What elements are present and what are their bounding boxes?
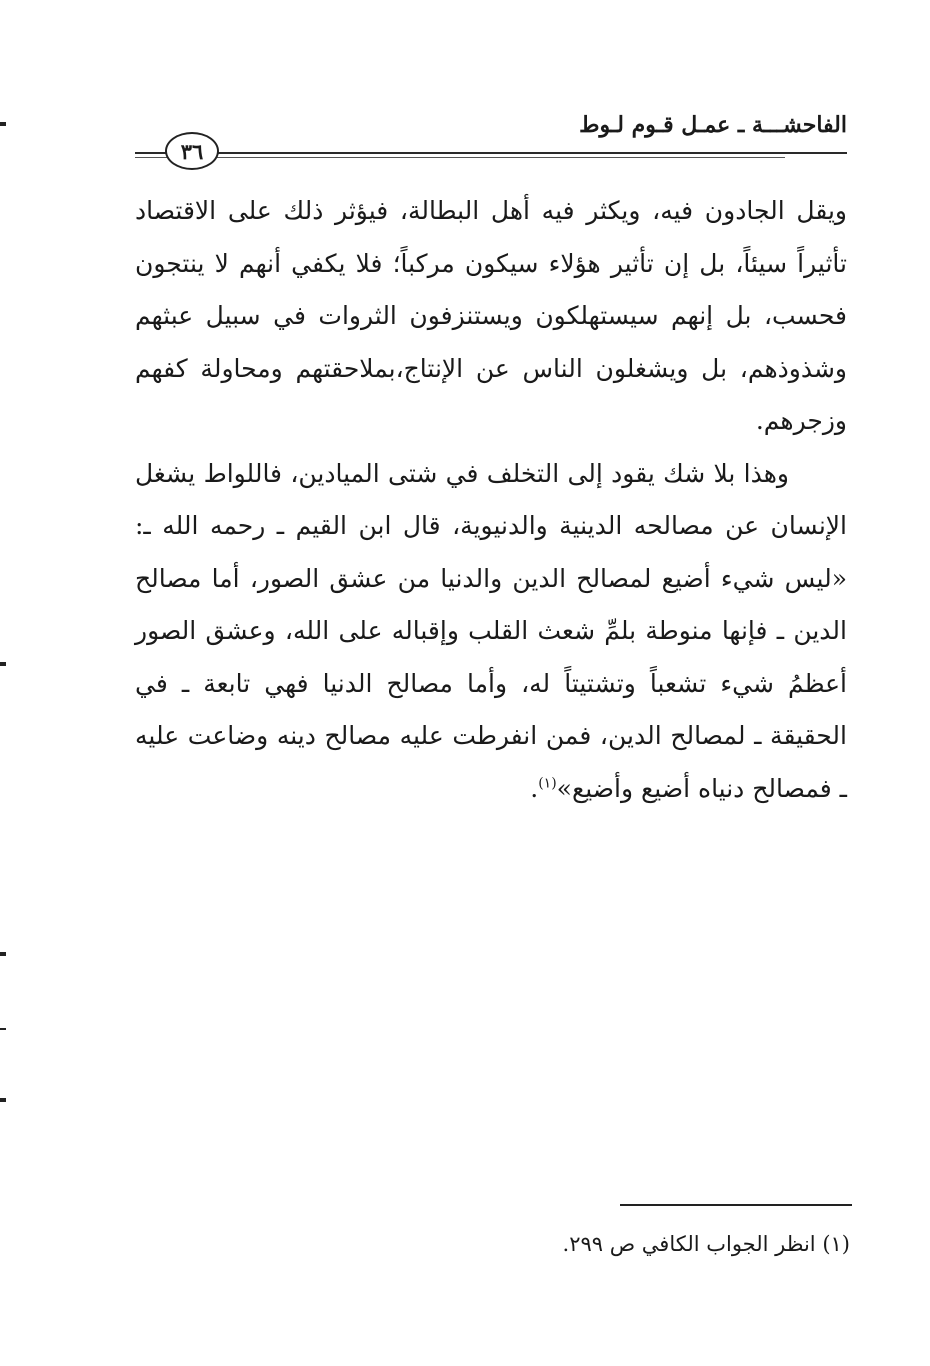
footnote: (١) انظر الجواب الكافي ص ٢٩٩.	[562, 1232, 850, 1256]
header-rule-thin	[135, 157, 785, 158]
page-number-text: ٣٦	[180, 138, 204, 164]
paragraph-2-text: وهذا بلا شك يقود إلى التخلف في شتى الميادين، فاللواط يشغل الإنسان عن مصالحه الدينية والدنيوية، قال ابن القيم ـ رحمه الله ـ: «ليس شيء أضيع لمصالح الدين والدنيا من عشق الصور، أما مصالح الدين ـ فإنها منوطة بلمِّ شعث القلب وإقباله على الله، وعشق الصور أعظمُ شيء تشعباً وتشتيتاً له، وأما مصالح الدنيا فهي تابعة ـ في الحقيقة ـ لمصالح الدين، فمن انفرطت عليه مصالح دينه وضاعت عليه ـ فمصالح دنياه أضيع وأضيع»	[135, 458, 847, 803]
scan-edge-mark	[0, 952, 6, 956]
footnote-reference: (١)	[538, 775, 557, 792]
main-text	[135, 185, 847, 815]
page-number	[165, 132, 219, 170]
header-rule	[135, 152, 847, 154]
header-title: الفاحشـــة ـ عمـل قـوم لـوط	[579, 112, 847, 138]
running-header	[135, 108, 847, 162]
paragraph-2: وهذا بلا شك يقود إلى التخلف في شتى الميادين، فاللواط يشغل الإنسان عن مصالحه الدينية والدنيوية، قال ابن القيم ـ رحمه الله ـ: «ليس شيء أضيع لمصالح الدين والدنيا من عشق الصور، أما مصالح الدين ـ فإنها منوطة بلمِّ شعث القلب وإقباله على الله، وعشق الصور أعظمُ شيء تشعباً وتشتيتاً له، وأما مصالح الدنيا فهي تابعة ـ في الحقيقة ـ لمصالح الدين، فمن انفرطت عليه مصالح دينه وضاعت عليه ـ فمصالح دنياه أضيع وأضيع»$^{(١)}$.	[135, 458, 847, 803]
scan-edge-mark	[0, 662, 6, 666]
paragraph-1: ويقل الجادون فيه، ويكثر فيه أهل البطالة، فيؤثر ذلك على الاقتصاد تأثيراً سيئاً، بل إن تأثير هؤلاء سيكون مركباً؛ فلا يكفي أنهم لا ينتجون فحسب، بل إنهم سيستهلكون ويستنزفون الثروات في سبيل عبثهم وشذوذهم، بل ويشغلون الناس عن الإنتاج،بملاحقتهم ومحاولة كفهم وزجرهم.	[135, 196, 847, 435]
scan-edge-mark	[0, 122, 6, 126]
footnote-rule	[620, 1204, 852, 1206]
scan-edge-mark	[0, 1098, 6, 1102]
scan-edge-mark	[0, 1028, 6, 1030]
